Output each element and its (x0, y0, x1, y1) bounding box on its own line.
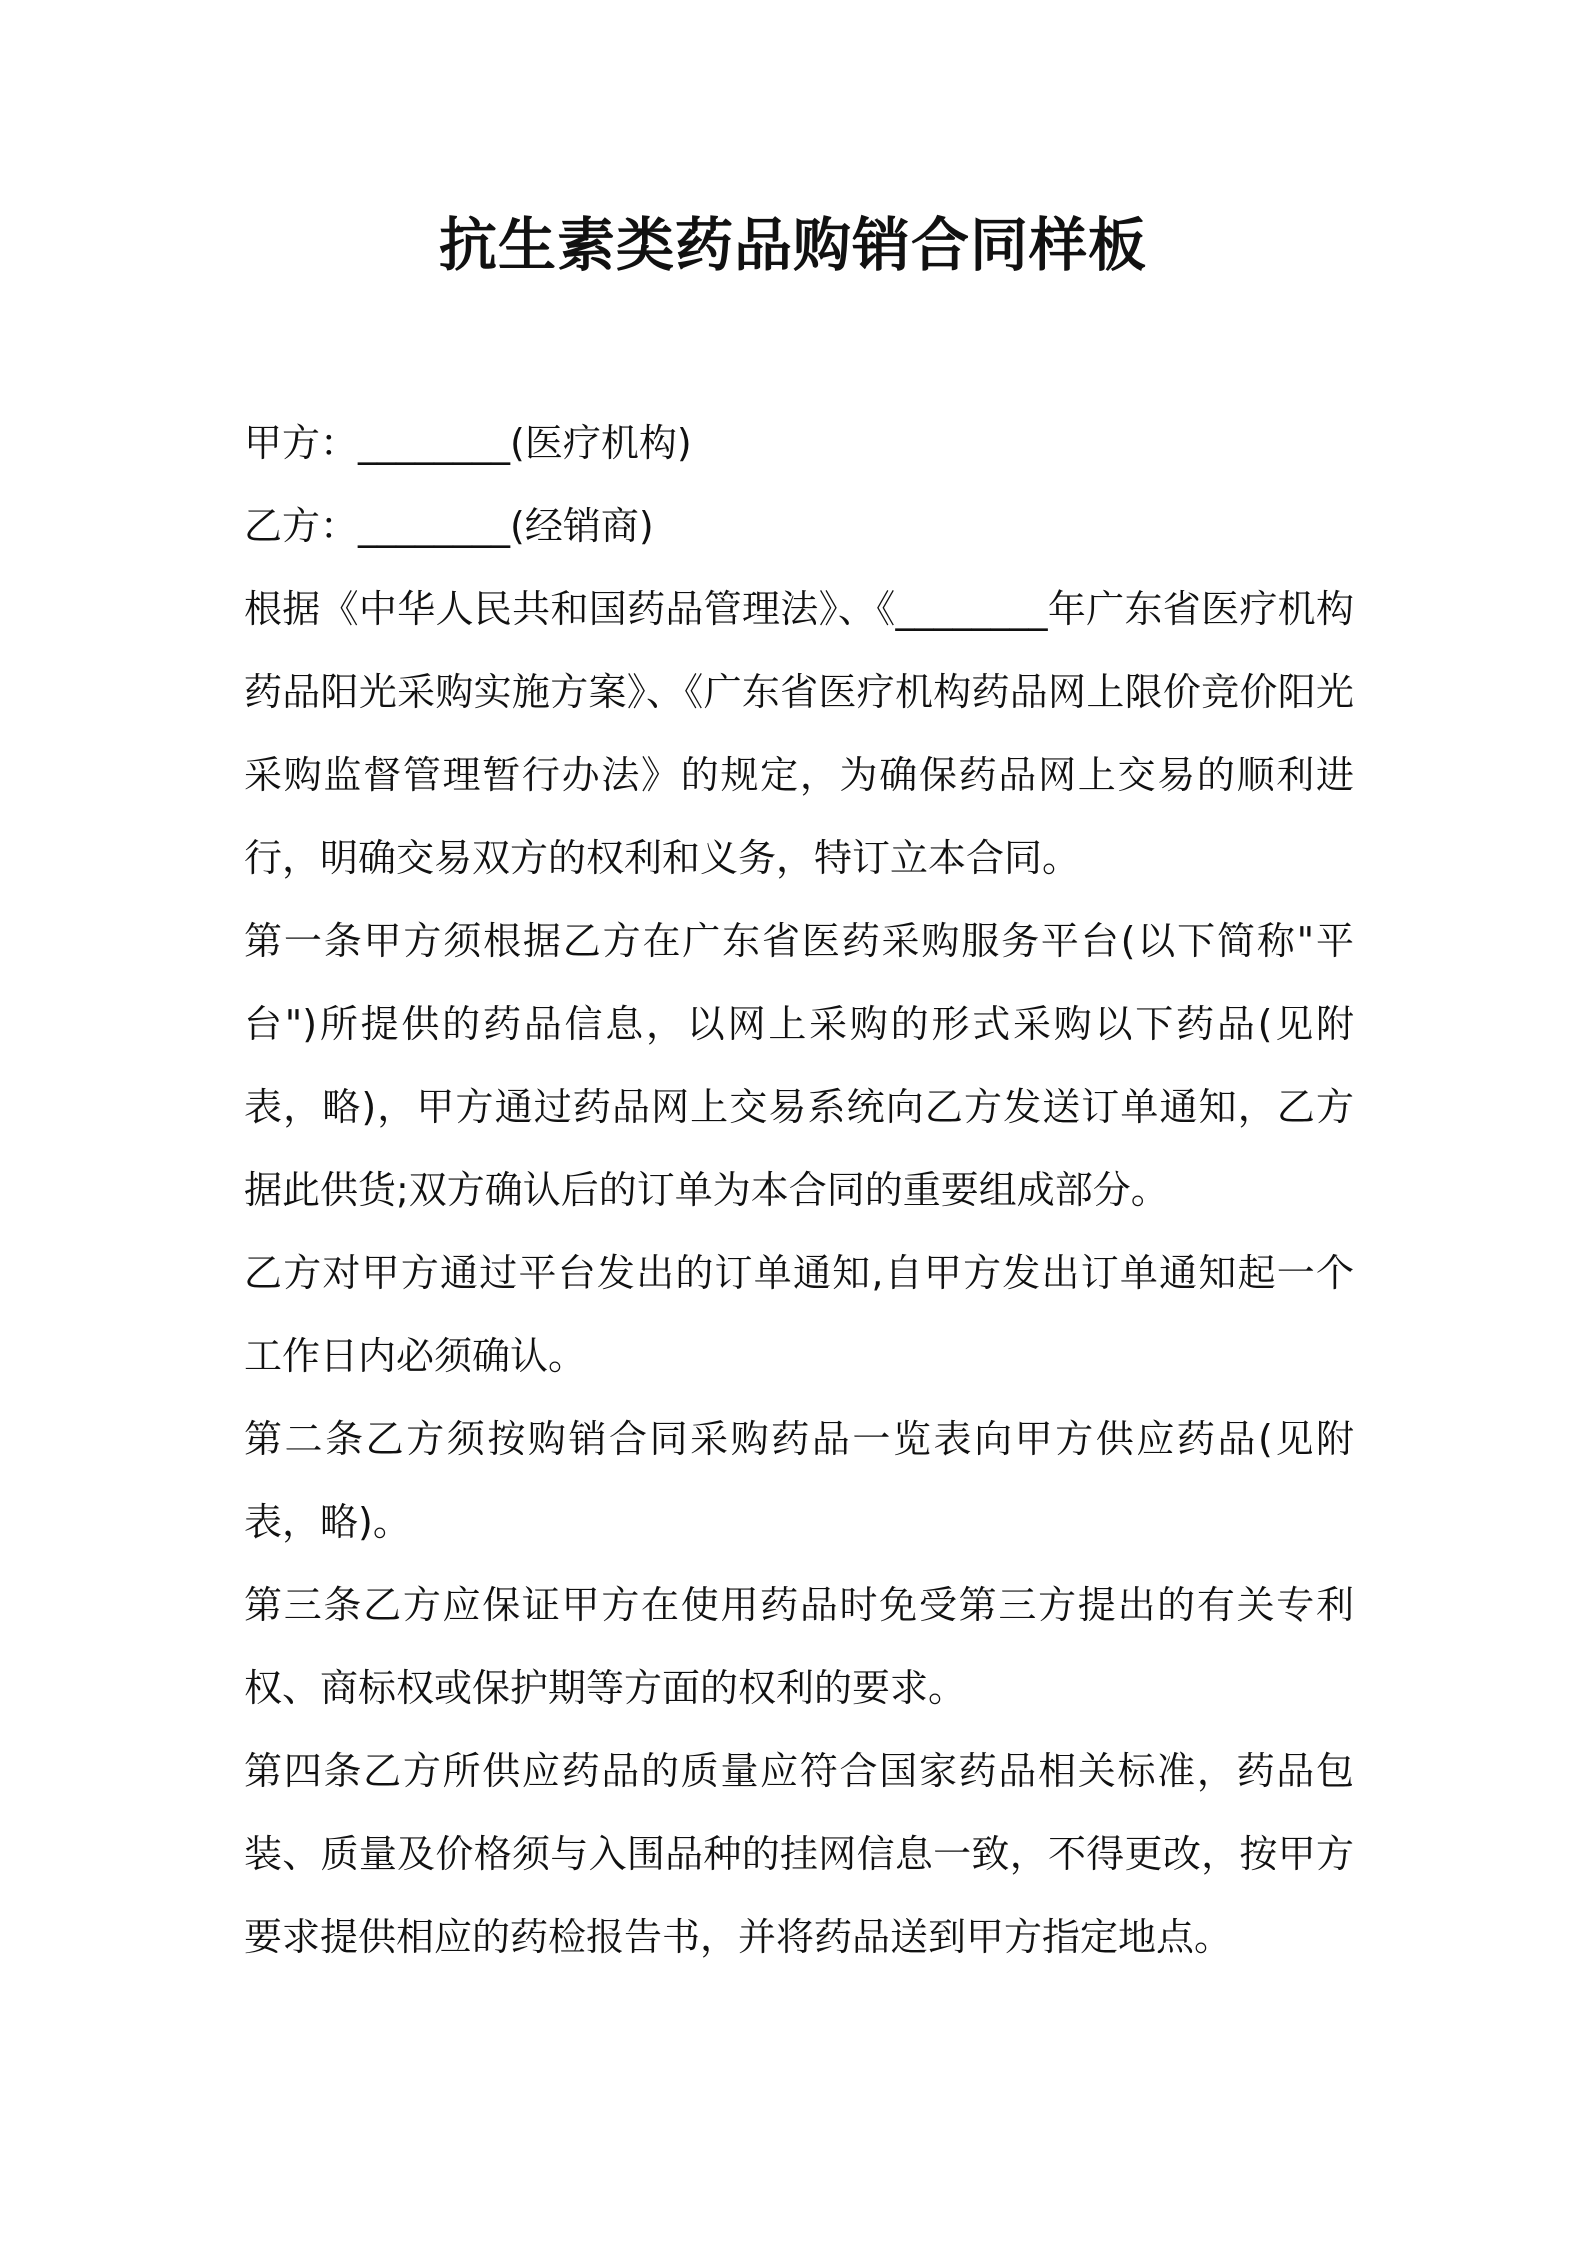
document-title: 抗生素类药品购销合同样板 (438, 211, 1147, 279)
article-2-paragraph: 第二条乙方须按购销合同采购药品一览表向甲方供应药品(见附表，略)。 (244, 1417, 1354, 1544)
party-a-line: 甲方：________(医疗机构) (244, 421, 692, 465)
preamble-paragraph: 根据《中华人民共和国药品管理法》、《________年广东省医疗机构药品阳光采购实施方案》、《广东省医疗机构药品网上限价竞价阳光采购监督管理暂行办法》的规定，为确保药品网上交易的顺利进行，明确交易双方的权利和义务，特订立本合同。 (244, 587, 1354, 880)
party-b-line: 乙方：________(经销商) (244, 504, 654, 548)
article-1-paragraph: 第一条甲方须根据乙方在广东省医药采购服务平台(以下简称"平台")所提供的药品信息，以网上采购的形式采购以下药品(见附表，略)，甲方通过药品网上交易系统向乙方发送订单通知，乙方据此供货;双方确认后的订单为本合同的重要组成部分。 (244, 919, 1354, 1212)
document-body (244, 402, 1354, 1979)
order-confirmation-paragraph: 乙方对甲方通过平台发出的订单通知,自甲方发出订单通知起一个工作日内必须确认。 (244, 1251, 1354, 1378)
article-4-paragraph: 第四条乙方所供应药品的质量应符合国家药品相关标准，药品包装、质量及价格须与入围品种的挂网信息一致，不得更改，按甲方要求提供相应的药检报告书，并将药品送到甲方指定地点。 (244, 1749, 1354, 1959)
article-3-paragraph: 第三条乙方应保证甲方在使用药品时免受第三方提出的有关专利权、商标权或保护期等方面的权利的要求。 (244, 1583, 1354, 1710)
